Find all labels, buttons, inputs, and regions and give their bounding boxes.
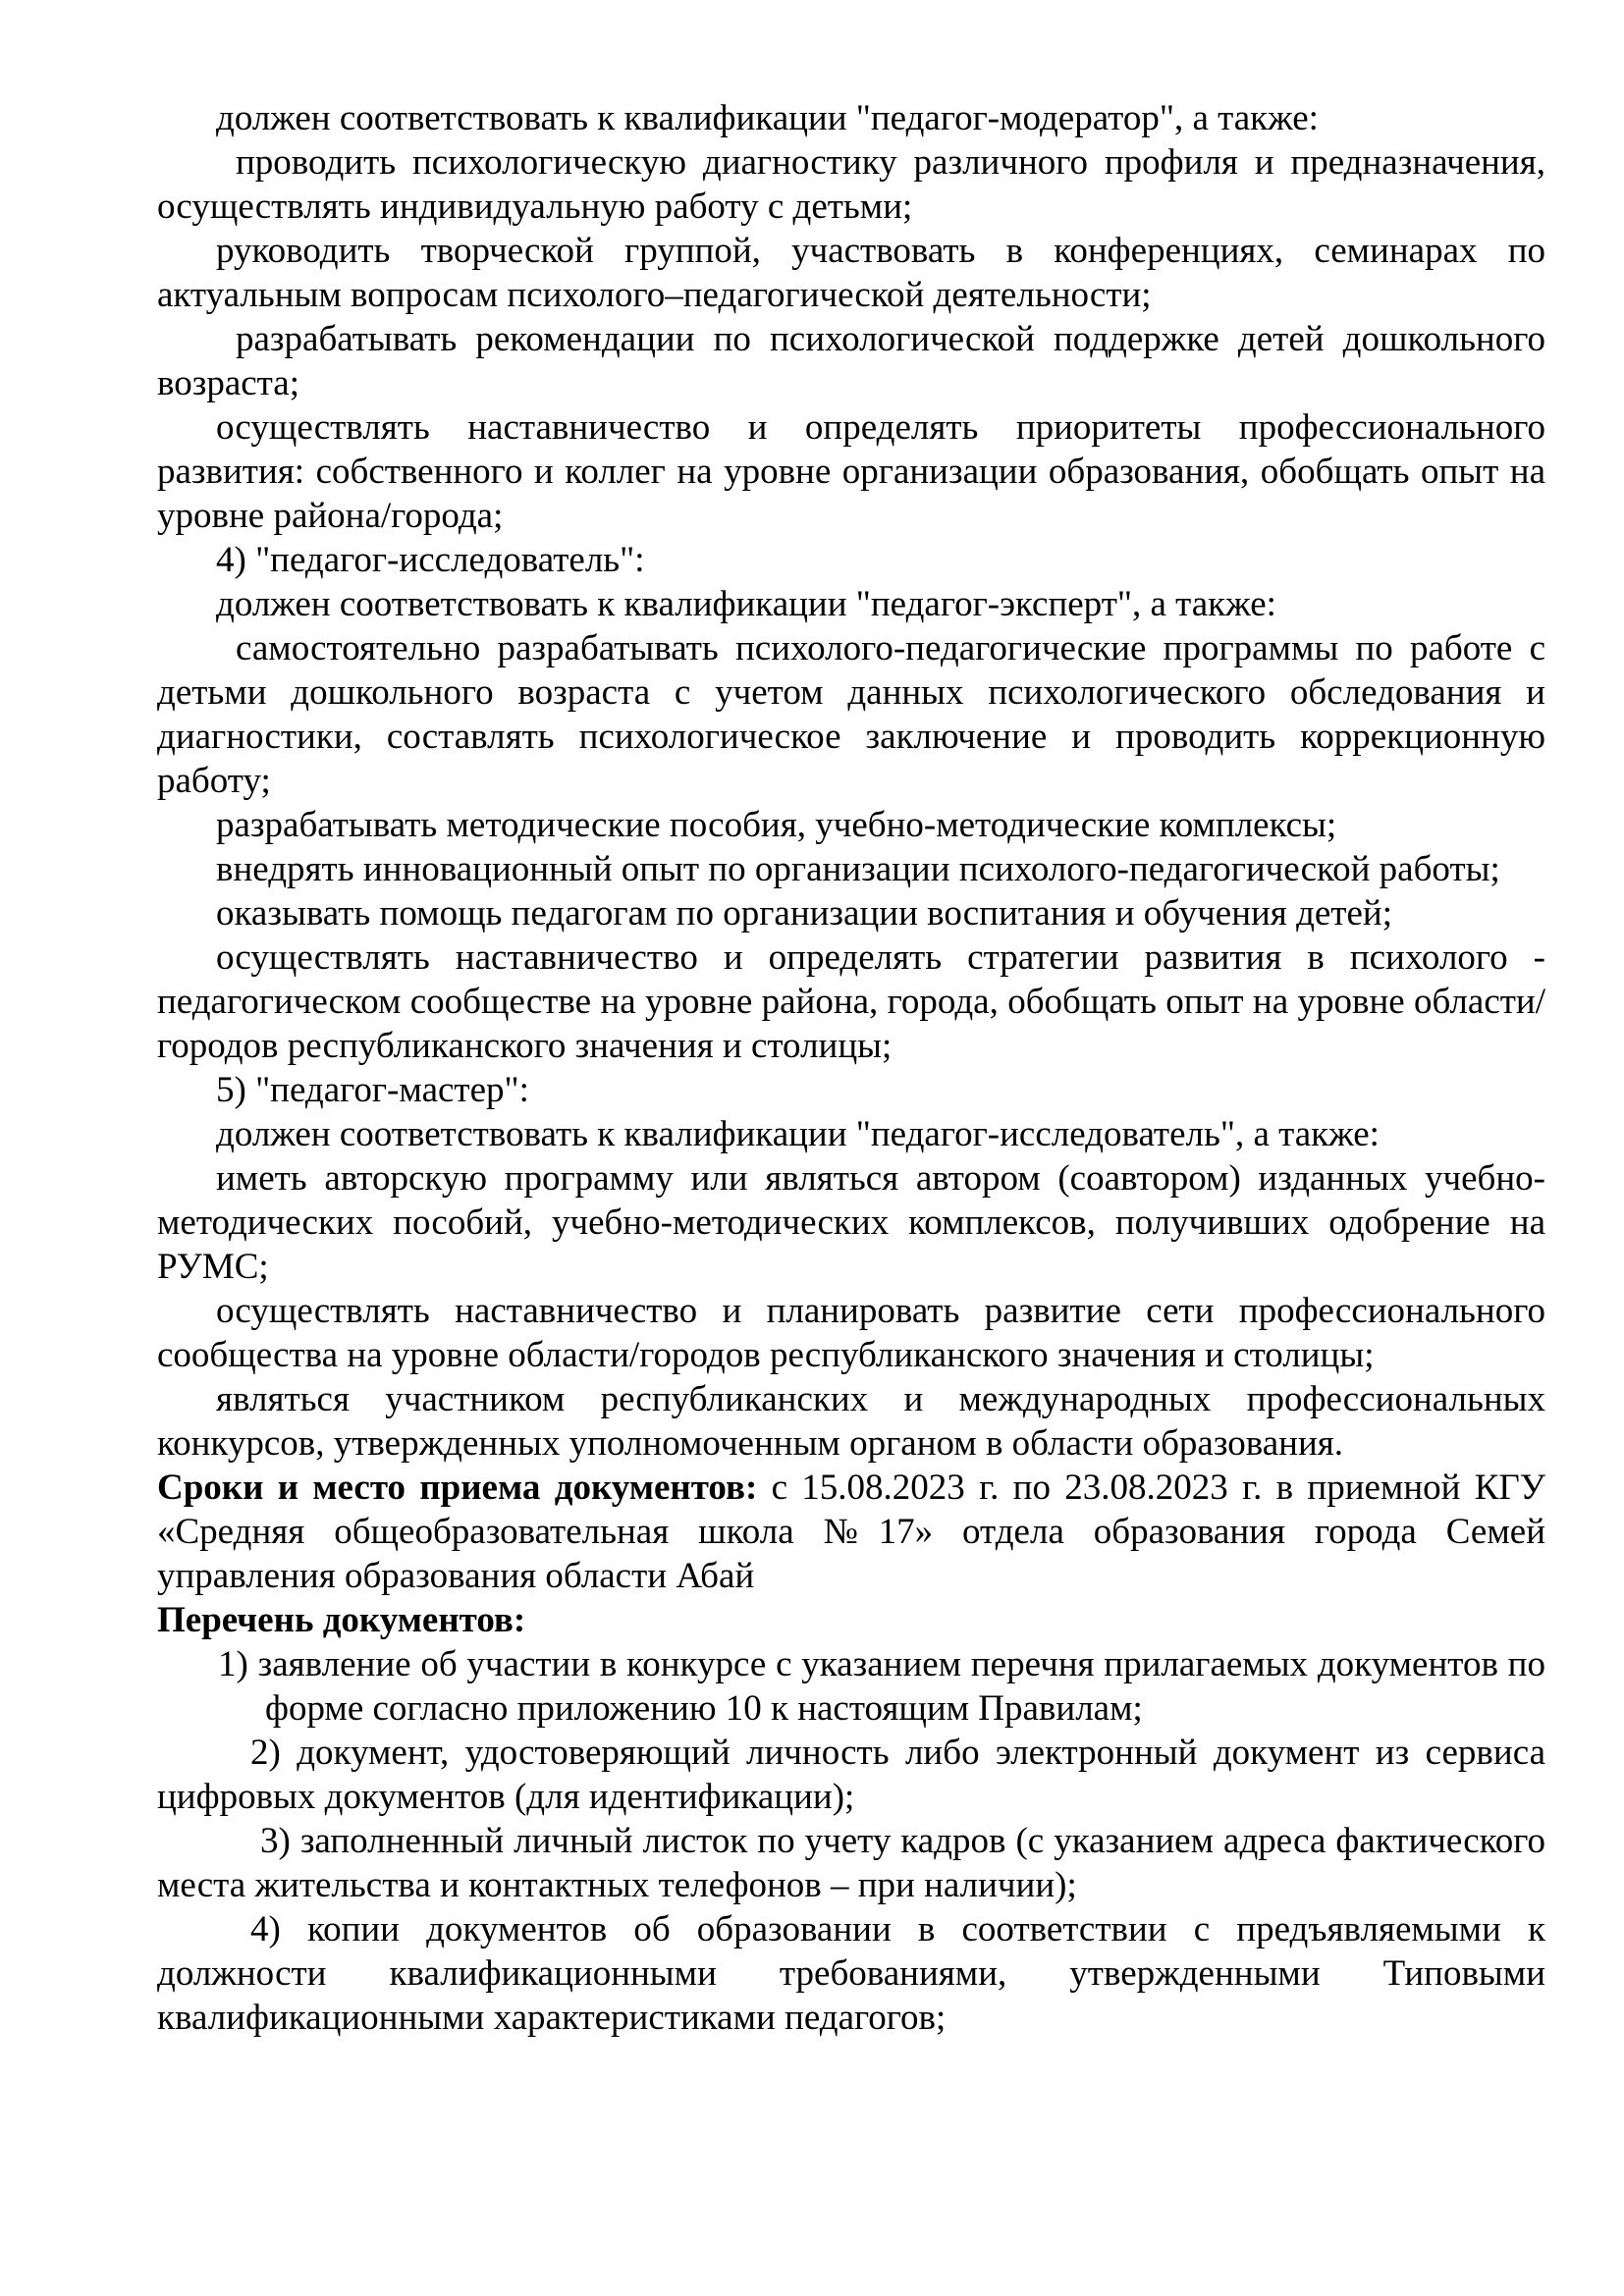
paragraph-competitions: являться участником республиканских и международных профессиональных конкурсов, утвержденных уполномоченным органом в области образования. xyxy=(157,1379,1545,1464)
paragraph-expert-requirement: должен соответствовать к квалификации "педагог-эксперт", а также: xyxy=(216,584,1276,624)
doc-list-item-2: 2) документ, удостоверяющий личность либо электронный документ из сервиса цифровых документов (для идентификации); xyxy=(157,1733,1545,1817)
paragraph-mentoring-priorities: осуществлять наставничество и определять приоритеты профессионального развития: собственного и коллег на уровне организации образования, обобщать опыт на уровне района/города; xyxy=(157,407,1545,536)
paragraph-network-development: осуществлять наставничество и планировать развитие сети профессионального сообщества на уровне области/городов республиканского значения и столицы; xyxy=(157,1291,1545,1375)
doc-list-heading: Перечень документов: xyxy=(157,1600,526,1640)
deadline-label: Сроки и место приема документов: xyxy=(157,1468,758,1508)
paragraph-recommendations: разрабатывать рекомендации по психологической поддержке детей дошкольного возраста; xyxy=(157,319,1545,403)
document-page xyxy=(157,96,1545,2040)
deadline-text: с 15.08.2023 г. по 23.08.2023 г. в приемной КГУ «Средняя общеобразовательная школа №17» отдела образования города Семей управления образования области Абай xyxy=(157,1468,1545,1596)
doc-list-item-4: 4) копии документов об образовании в соответствии с предъявляемыми к должности квалификационными требованиями, утвержденными Типовыми квалификационными характеристиками педагогов; xyxy=(157,1909,1545,2038)
paragraph-deadline xyxy=(157,1466,1545,1598)
heading-master: 5) "педагог-мастер": xyxy=(216,1070,529,1110)
paragraph-manuals: разрабатывать методические пособия, учебно-методические комплексы; xyxy=(216,805,1337,845)
heading-researcher: 4) "педагог-исследователь": xyxy=(216,540,645,580)
paragraph-assistance: оказывать помощь педагогам по организации воспитания и обучения детей; xyxy=(216,893,1392,934)
paragraph-programs: самостоятельно разрабатывать психолого-педагогические программы по работе с детьми дошкольного возраста с учетом данных психологического обследования и диагностики, составлять психологическое заключение и проводить коррекционную работу; xyxy=(157,628,1545,801)
doc-list-item-3: 3) заполненный личный листок по учету кадров (с указанием адреса фактического места жительства и контактных телефонов – при наличии); xyxy=(157,1821,1545,1905)
paragraph-diagnostics: проводить психологическую диагностику различного профиля и предназначения, осуществлять индивидуальную работу с детьми; xyxy=(157,142,1545,227)
paragraph-author-program: иметь авторскую программу или являться автором (соавтором) изданных учебно-методических пособий, учебно-методических комплексов, получивших одобрение на РУМС; xyxy=(157,1158,1545,1287)
paragraph-moderator-requirement: должен соответствовать к квалификации "педагог-модератор", а также: xyxy=(216,98,1319,138)
paragraph-innovation: внедрять инновационный опыт по организации психолого-педагогической работы; xyxy=(216,849,1500,889)
paragraph-creative-group: руководить творческой группой, участвовать в конференциях, семинарах по актуальным вопросам психолого–педагогической деятельности; xyxy=(157,231,1545,315)
paragraph-mentoring-strategies: осуществлять наставничество и определять стратегии развития в психолого - педагогическом сообществе на уровне района, города, обобщать опыт на уровне области/городов республиканского значения и столицы; xyxy=(157,937,1545,1066)
doc-list-item-1: 1) заявление об участии в конкурсе с указанием перечня прилагаемых документов по форме согласно приложению 10 к настоящим Правилам; xyxy=(218,1644,1545,1729)
paragraph-researcher-requirement: должен соответствовать к квалификации "педагог-исследователь", а также: xyxy=(216,1114,1380,1154)
